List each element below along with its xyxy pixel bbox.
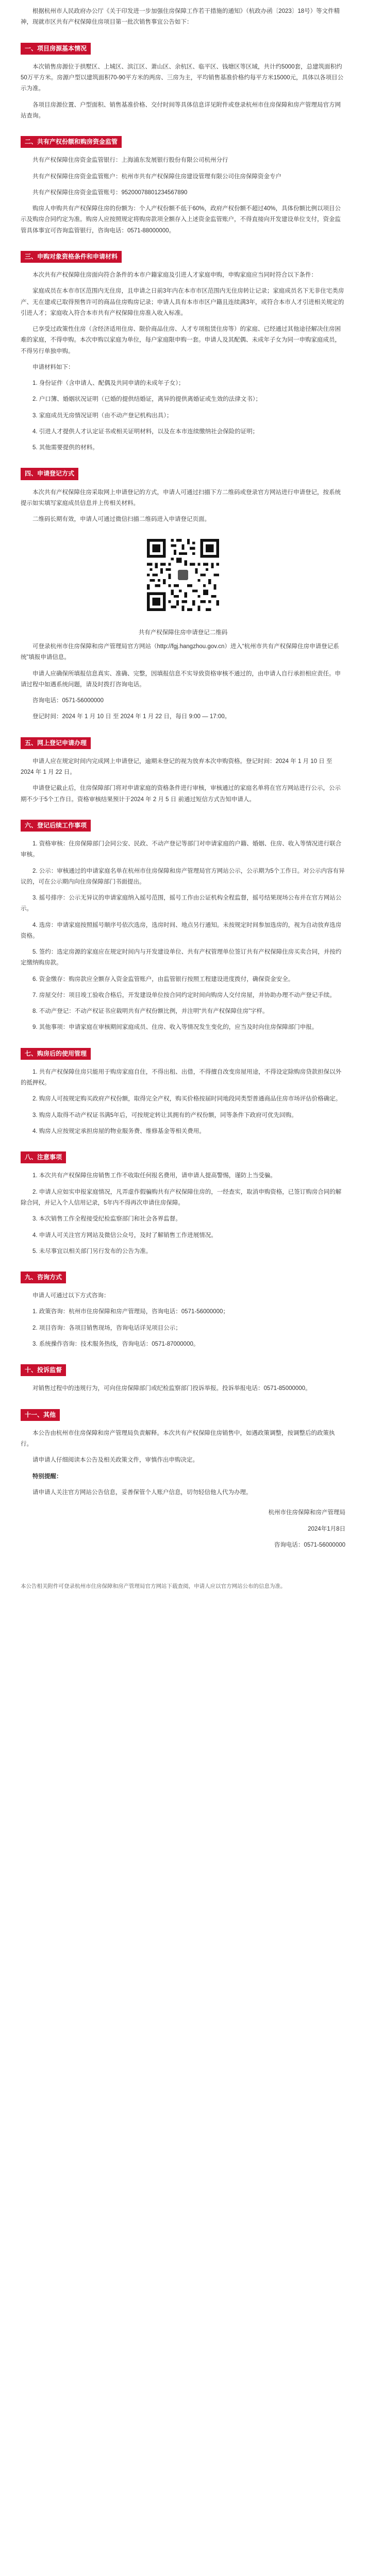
section-title-consultation: 九、咨询方式 xyxy=(21,1272,66,1283)
paragraph: 二维码长期有效，申请人可通过微信扫描二维码进入申请登记页面。 xyxy=(32,516,210,523)
list-item: 2. 户口簿、婚姻状况证明（已婚的提供结婚证，离异的提供离婚证或生效的法律文书）； xyxy=(32,396,262,403)
issuing-organization: 杭州市住房保障和房产管理局 xyxy=(268,1510,345,1516)
list-item: 2. 项目咨询：各项目销售现场，咨询电话详见项目公示； xyxy=(32,1325,181,1331)
list-item: 3. 家庭成员无房情况证明（由不动产登记机构出具）； xyxy=(32,412,173,419)
signature-contact: 咨询电话：0571-56000000 xyxy=(274,1541,345,1548)
consult-phone: 咨询电话：0571-56000000 xyxy=(32,698,104,704)
qr-code-block xyxy=(21,536,345,618)
list-item: 2. 购房人可按规定购买政府产权份额，取得完全产权，购买价格按届时同地段同类型普通商品住房市场评估价格确定。 xyxy=(32,1096,342,1103)
list-item: 4. 购房人应按规定承担房屋的物业服务费、维修基金等相关费用。 xyxy=(32,1128,205,1134)
registration-period: 登记时间：2024 年 1 月 10 日 至 2024 年 1 月 22 日，每日 9:00 — 17:00。 xyxy=(32,714,231,720)
paragraph: 申请登记截止后，住房保障部门将对申请家庭的资格条件进行审核，审核通过的家庭名单将在官方网站进行公示，公示期不少于5个工作日。资格审核结果预计于2024 年 2 月 5 日 前通过短信方式告知申请人。 xyxy=(21,785,341,803)
list-item: 3. 系统操作咨询：技术服务热线，咨询电话：0571-87000000。 xyxy=(32,1341,199,1348)
list-item: 4. 申请人可关注官方网站及微信公众号，及时了解销售工作进展情况。 xyxy=(32,1232,217,1239)
list-item: 5. 未尽事宜以相关部门另行发布的公告为准。 xyxy=(32,1248,152,1255)
paragraph: 申请人可通过以下方式咨询： xyxy=(32,1293,110,1299)
list-item: 3. 本次销售工作全程接受纪检监察部门和社会各界监督。 xyxy=(32,1216,181,1223)
paragraph: 已享受过政策性住房（含经济适用住房、限价商品住房、人才专项租赁住房等）的家庭、已经通过其他途径解决住房困难的家庭，不得申购。本次申购以家庭为单位，每户家庭限申购一套。申请人及其配偶、未成年子女为同一申购家庭成员，不得另行单独申购。 xyxy=(21,326,341,354)
list-item: 2. 公示：审核通过的申请家庭名单在杭州市住房保障和房产管理局官方网站公示，公示期为5个工作日。对公示内容有异议的，可在公示期内向住房保障部门书面提出。 xyxy=(21,868,345,885)
paragraph: 请申请人仔细阅读本公告及相关政策文件，审慎作出申购决定。 xyxy=(32,1457,198,1464)
supervision-account-number: 共有产权保障住房资金监管账号：95200078801234567890 xyxy=(32,189,188,196)
list-item: 2. 申请人应如实申报家庭情况，凡弄虚作假骗购共有产权保障住房的，一经查实，取消申购资格，已签订购房合同的解除合同，并记入个人信用记录，5年内不得再次申请住房保障。 xyxy=(21,1189,342,1206)
section-title-usage: 七、购房后的使用管理 xyxy=(21,1048,91,1060)
list-item: 1. 身份证件（含申请人、配偶及共同申请的未成年子女）； xyxy=(32,380,185,387)
paragraph: 本次共有产权保障住房面向符合条件的本市户籍家庭及引进人才家庭申购，申购家庭应当同时符合以下条件： xyxy=(32,272,317,279)
paragraph: 本次共有产权保障住房采取网上申请登记的方式，申请人可通过扫描下方二维码或登录官方网站进行申请登记，按系统提示如实填写家庭成员信息并上传相关材料。 xyxy=(21,489,341,506)
section-title-supervision: 十、投诉监督 xyxy=(21,1364,66,1376)
section-title-project: 一、项目房源基本情况 xyxy=(21,43,91,55)
section-title-notes: 八、注意事项 xyxy=(21,1151,66,1163)
issue-date: 2024年1月8日 xyxy=(308,1526,345,1532)
paragraph: 申请人应在规定时间内完成网上申请登记，逾期未登记的视为放弃本次申购资格。登记时间：2024 年 1 月 10 日 至 2024 年 1 月 22 日。 xyxy=(21,758,332,776)
section-title-follow-up: 六、登记后续工作事项 xyxy=(21,820,91,832)
list-item: 1. 本次共有产权保障住房销售工作不收取任何报名费用，请申请人提高警惕，谨防上当受骗。 xyxy=(32,1173,276,1179)
list-item: 6. 资金缴存：购房款应全额存入资金监管账户，由监管银行按照工程建设进度拨付，确保资金安全。 xyxy=(32,976,294,982)
paragraph: 对销售过程中的违规行为，可向住房保障部门或纪检监察部门投诉举报。投诉举报电话：0571-85000000。 xyxy=(32,1385,311,1392)
list-item: 3. 摇号排序：公示无异议的申请家庭纳入摇号范围，摇号工作由公证机构全程监督，摇号结果现场公布并在官方网站公示。 xyxy=(21,895,342,912)
paragraph: 各项目房源位置、户型面积、销售基准价格、交付时间等具体信息详见附件或登录杭州市住房保障和房产管理局官方网站查询。 xyxy=(21,101,341,119)
list-item: 7. 房屋交付：项目竣工验收合格后，开发建设单位按合同约定时间向购房人交付房屋，并协助办理不动产登记手续。 xyxy=(32,992,336,998)
qr-code-caption: 共有产权保障住房申请登记二维码 xyxy=(138,629,228,636)
paragraph: 购房人申购共有产权保障住房的份额为：个人产权份额不低于60%，政府产权份额不超过40%，具体份额比例以项目公示及购房合同约定为准。购房人应按照规定将购房款项全额存入上述资金监管账户，不得直接向开发建设单位支付，资金监管具体事宜可咨询监管银行，咨询电话：0571-88000000。 xyxy=(21,206,341,234)
supervision-account: 共有产权保障住房资金监管账户：杭州市共有产权保障住房建设管理有限公司住房保障资金专户 xyxy=(32,173,281,180)
section-title-registration: 四、申请登记方式 xyxy=(21,468,78,480)
signature-block xyxy=(21,1507,345,1551)
paragraph: 申请材料如下： xyxy=(32,364,74,370)
paragraph: 家庭成员在本市市区范围内无住房，且申请之日前3年内在本市市区范围内无住房转让记录；家庭成员名下无非住宅类房产、无在建或已取得预售许可的商品住房购房记录；申请人具有本市市区户籍且连续满3年，或符合本市人才引进相关规定的引进人才；家庭收入符合本市共有产权保障住房准入收入标准。 xyxy=(21,288,344,316)
section-title-other: 十一、其他 xyxy=(21,1409,60,1421)
paragraph: 本公告由杭州市住房保障和房产管理局负责解释。本次共有产权保障住房销售中，如遇政策调整，按调整后的政策执行。 xyxy=(21,1430,335,1448)
list-item: 9. 其他事项：申请家庭在审核期间家庭成员、住房、收入等情况发生变化的，应当及时向住房保障部门申报。 xyxy=(32,1024,318,1031)
intro-paragraph: 根据杭州市人民政府办公厅《关于印发进一步加强住房保障工作若干措施的通知》（杭政办函〔2023〕18号）等文件精神，现就市区共有产权保障住房项目第一批次销售事宜公告如下： xyxy=(21,8,340,26)
list-item: 5. 其他需要提供的材料。 xyxy=(32,445,98,451)
list-item: 8. 不动产登记：不动产权证书应载明共有产权份额比例，并注明“共有产权保障住房”字样。 xyxy=(32,1008,269,1015)
footnote: 本公告相关附件可登录杭州市住房保障和房产管理局官方网站下载查阅，申请人应以官方网站公布的信息为准。 xyxy=(21,1583,286,1590)
list-item: 5. 签约：选定房源的家庭应在规定时间内与开发建设单位、共有产权管理单位签订共有产权保障住房买卖合同，并按约定缴纳购房款。 xyxy=(21,949,342,967)
list-item: 4. 选房：申请家庭按照摇号顺序号依次选房，选房时间、地点另行通知。未按规定时间参加选房的，视为自动放弃选房资格。 xyxy=(21,922,342,939)
paragraph: 申请人应确保所填报信息真实、准确、完整，因填报信息不实导致资格审核不通过的，由申请人自行承担相应责任。申请过程中如遇系统问题，请及时拨打咨询电话。 xyxy=(21,670,341,688)
list-item: 1. 政策咨询：杭州市住房保障和房产管理局，咨询电话：0571-56000000； xyxy=(32,1309,229,1315)
paragraph: 本次销售房源位于拱墅区、上城区、滨江区、萧山区、余杭区、临平区、钱塘区等区域，共计约5000套，总建筑面积约50万平方米。房源户型以建筑面积70-90平方米的两房、三房为主，平均销售基准价格约每平方米15000元，具体以各项目公示为准。 xyxy=(21,63,344,92)
section-title-online-application: 五、网上登记申请办理 xyxy=(21,737,91,749)
paragraph: 可登录杭州市住房保障和房产管理局官方网站（http://fgj.hangzhou.gov.cn）进入“杭州市共有产权保障住房申请登记系统”填报申请信息。 xyxy=(21,643,339,661)
section-title-eligibility: 三、申购对象资格条件和申请材料 xyxy=(21,251,122,263)
list-item: 4. 引进人才提供人才认定证书或相关证明材料，以及在本市连续缴纳社会保险的证明； xyxy=(32,428,259,435)
supervision-bank: 共有产权保障住房资金监管银行：上海浦东发展银行股份有限公司杭州分行 xyxy=(32,157,228,164)
qr-code-icon[interactable] xyxy=(144,536,222,614)
list-item: 1. 资格审核：住房保障部门会同公安、民政、不动产登记等部门对申请家庭的户籍、婚姻、住房、收入等情况进行联合审核。 xyxy=(21,841,342,858)
special-notice-label: 特别提醒： xyxy=(32,1473,62,1480)
list-item: 1. 共有产权保障住房只能用于购房家庭自住，不得出租、出借，不得擅自改变房屋用途，不得设定除购房贷款担保以外的抵押权。 xyxy=(21,1069,342,1087)
special-notice: 请申请人关注官方网站公告信息，妥善保管个人账户信息，切勿轻信他人代为办理。 xyxy=(32,1489,252,1496)
list-item: 3. 购房人取得不动产权证书满5年后，可按规定转让其拥有的产权份额，同等条件下政府可优先回购。 xyxy=(32,1112,297,1118)
section-title-funds: 二、共有产权份额和购房资金监管 xyxy=(21,136,122,148)
